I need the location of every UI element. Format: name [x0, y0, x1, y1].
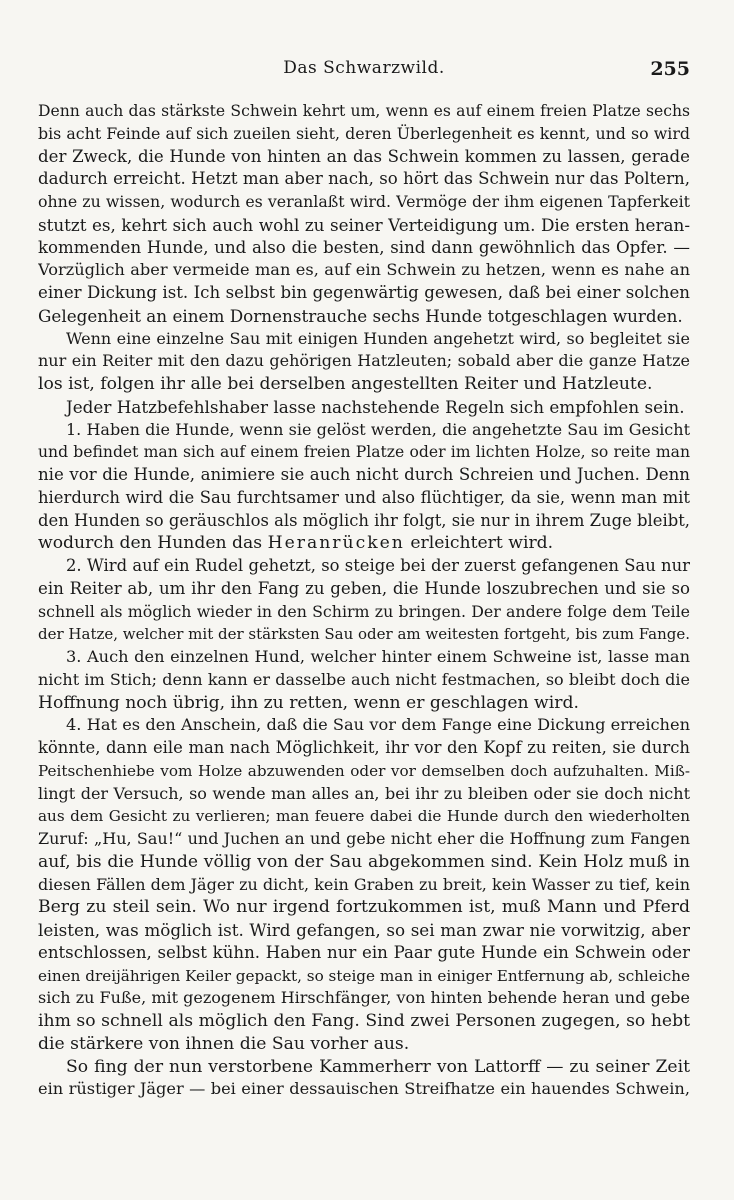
- text-line-content: der Zweck, die Hunde von hinten an das Schwein kommen zu lassen, gerade: [38, 146, 690, 166]
- text-line: [38, 282, 690, 305]
- text-line-content: 3. Auch den einzelnen Hund, welcher hinter einem Schweine ist, lasse man: [66, 647, 690, 666]
- text-line: [38, 1010, 690, 1033]
- text-line: [38, 487, 690, 510]
- text-line-content: Denn auch das stärkste Schwein kehrt um, wenn es auf einem freien Platze sechs: [38, 102, 690, 120]
- text-line-content: dadurch erreicht. Hetzt man aber nach, so hört das Schwein nur das Poltern,: [38, 169, 690, 189]
- text-line-content: der Hatze, welcher mit der stärksten Sau oder am weitesten fortgeht, bis zum Fange.: [38, 625, 690, 644]
- text-line: [38, 350, 690, 373]
- body-text: [38, 100, 690, 1101]
- text-line-content: Vorzüglich aber vermeide man es, auf ein Schwein zu hetzen, wenn es nahe an: [38, 260, 690, 280]
- text-line: [38, 100, 690, 123]
- text-line: [38, 942, 690, 965]
- text-line-content: lingt der Versuch, so wende man alles an, bei ihr zu bleiben oder sie doch nicht: [38, 783, 690, 803]
- text-line-content: einer Dickung ist. Ich selbst bin gegenwärtig gewesen, daß bei einer solchen: [38, 283, 690, 302]
- text-line: [38, 373, 690, 396]
- text-line-content: So fing der nun verstorbene Kammerherr von Lattorff — zu seiner Zeit: [66, 1056, 690, 1077]
- text-line: [38, 805, 690, 828]
- text-line-content: wodurch den Hunden das: [38, 533, 268, 554]
- text-line-content: hierdurch wird die Sau furchtsamer und also flüchtiger, da sie, wenn man mit: [38, 487, 690, 507]
- text-line-content: leisten, was möglich ist. Wird gefangen, so sei man zwar nie vorwitzig, aber: [38, 920, 690, 940]
- text-line: [38, 259, 690, 282]
- text-line: [38, 987, 690, 1010]
- text-line-content: Jeder Hatzbefehlshaber lasse nachstehende Regeln sich empfohlen sein.: [66, 396, 685, 417]
- text-line: [38, 1056, 690, 1079]
- text-line-content: und befindet man sich auf einem freien Platze oder im lichten Holze, so reite man: [38, 443, 690, 462]
- running-head: Das Schwarzwild.: [283, 58, 445, 78]
- text-line: [38, 760, 690, 783]
- text-line-content: ihm so schnell als möglich den Fang. Sind zwei Personen zugegen, so hebt: [38, 1011, 690, 1031]
- text-line-content: erleichtert wird.: [404, 533, 554, 554]
- text-line: [38, 692, 690, 715]
- text-line-content: aus dem Gesicht zu verlieren; man feuere dabei die Hunde durch den wiederholten: [38, 807, 690, 826]
- text-line-content: bis acht Feinde auf sich zueilen sieht, deren Überlegenheit es kennt, und so wird: [38, 123, 690, 143]
- text-line-content: auf, bis die Hunde völlig von der Sau abgekommen sind. Kein Holz muß in: [38, 851, 690, 872]
- text-line-content: ein Reiter ab, um ihr den Fang zu geben, die Hunde loszubrechen und sie so: [38, 578, 690, 598]
- text-line-content: Hoffnung noch übrig, ihn zu retten, wenn er geschlagen wird.: [38, 692, 579, 713]
- text-line: [38, 783, 690, 806]
- text-line: [38, 1033, 690, 1056]
- text-line-content: diesen Fällen dem Jäger zu dicht, kein Graben zu breit, kein Wasser zu tief, kein: [38, 874, 690, 894]
- text-line-content: nur ein Reiter mit den dazu gehörigen Hatzleuten; sobald aber die ganze Hatze: [38, 351, 690, 371]
- text-line-content: sich zu Fuße, mit gezogenem Hirschfänger, von hinten behende heran und gebe: [38, 988, 690, 1008]
- text-line-content: 2. Wird auf ein Rudel gehetzt, so steige bei der zuerst gefangenen Sau nur: [66, 556, 690, 575]
- text-line: [38, 123, 690, 146]
- text-line: [38, 168, 690, 191]
- text-line-content: schnell als möglich wieder in den Schirm zu bringen. Der andere folge dem Teile: [38, 601, 690, 621]
- text-line: [38, 328, 690, 351]
- text-line: [38, 1078, 690, 1101]
- text-line: [38, 532, 690, 555]
- text-line: [38, 874, 690, 897]
- text-line-content: 4. Hat es den Anschein, daß die Sau vor dem Fange eine Dickung erreichen: [66, 715, 690, 735]
- text-line: [38, 965, 690, 988]
- text-line-content: einen dreijährigen Keiler gepackt, so steige man in einiger Entfernung ab, schleiche: [38, 966, 690, 985]
- text-line: [38, 510, 690, 533]
- text-line-content: Wenn eine einzelne Sau mit einigen Hunden angehetzt wird, so begleitet sie: [66, 328, 690, 348]
- text-line: [38, 851, 690, 874]
- text-line-content: entschlossen, selbst kühn. Haben nur ein Paar gute Hunde ein Schwein oder: [38, 942, 690, 962]
- text-line: [38, 828, 690, 851]
- text-line: [38, 555, 690, 578]
- text-line-content: den Hunden so geräuschlos als möglich ihr folgt, sie nur in ihrem Zuge bleibt,: [38, 510, 690, 530]
- text-line: [38, 714, 690, 737]
- text-line: [38, 578, 690, 601]
- text-line-content: 1. Haben die Hunde, wenn sie gelöst werden, die angehetzte Sau im Gesicht: [66, 419, 690, 439]
- text-line-content: nie vor die Hunde, animiere sie auch nicht durch Schreien und Juchen. Denn: [38, 465, 690, 484]
- text-line: [38, 601, 690, 624]
- page-number: 255: [650, 58, 690, 80]
- text-line: [38, 191, 690, 214]
- text-line: [38, 669, 690, 692]
- text-line-content: Peitschenhiebe vom Holze abzuwenden oder vor demselben doch aufzuhalten. Miß-: [38, 761, 690, 780]
- spaced-word: Heranrücken: [267, 533, 405, 554]
- text-line: [38, 396, 690, 419]
- text-line: [38, 623, 690, 646]
- text-line-content: ein rüstiger Jäger — bei einer dessauischen Streifhatze ein hauendes Schwein,: [38, 1079, 690, 1099]
- text-line-content: stutzt es, kehrt sich auch wohl zu seiner Verteidigung um. Die ersten heran-: [38, 214, 690, 235]
- text-line-content: Zuruf: „Hu, Sau!“ und Juchen an und gebe nicht eher die Hoffnung zum Fangen: [38, 829, 690, 848]
- text-line: [38, 737, 690, 760]
- text-line-content: nicht im Stich; denn kann er dasselbe auch nicht festmachen, so bleibt doch die: [38, 669, 690, 689]
- text-line-content: Gelegenheit an einem Dornenstrauche sechs Hunde totgeschlagen wurden.: [38, 305, 683, 326]
- text-line-content: Berg zu steil sein. Wo nur irgend fortzukommen ist, muß Mann und Pferd: [38, 897, 690, 918]
- text-line: [38, 214, 690, 237]
- page-header: [38, 58, 690, 92]
- text-line: [38, 464, 690, 487]
- text-line: [38, 305, 690, 328]
- text-line: [38, 919, 690, 942]
- text-line: [38, 237, 690, 260]
- text-line-content: könnte, dann eile man nach Möglichkeit, ihr vor den Kopf zu reiten, sie durch: [38, 738, 690, 757]
- text-line: [38, 419, 690, 442]
- text-line: [38, 441, 690, 464]
- text-line: [38, 646, 690, 669]
- text-line: [38, 146, 690, 169]
- text-line-content: die stärkere von ihnen die Sau vorher aus.: [38, 1033, 410, 1054]
- text-line-content: kommenden Hunde, und also die besten, sind dann gewöhnlich das Opfer. —: [38, 237, 690, 257]
- text-line: [38, 896, 690, 919]
- text-line-content: los ist, folgen ihr alle bei derselben angestellten Reiter und Hatzleute.: [38, 374, 653, 394]
- text-line-content: ohne zu wissen, wodurch es veranlaßt wird. Vermöge der ihm eigenen Tapferkeit: [38, 192, 690, 211]
